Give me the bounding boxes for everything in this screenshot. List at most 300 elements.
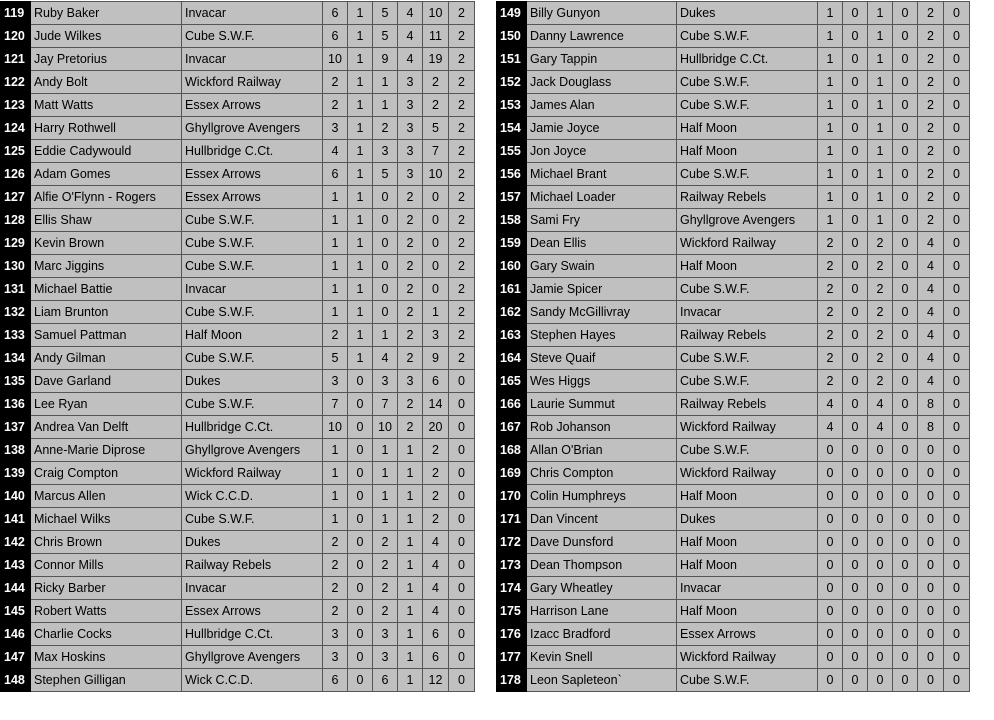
position-cell: 162 bbox=[497, 301, 527, 324]
stat-cell: 0 bbox=[893, 117, 918, 140]
player-name-cell: Rob Johanson bbox=[527, 416, 677, 439]
stat-cell: 0 bbox=[843, 485, 868, 508]
table-row bbox=[1, 301, 475, 324]
stat-cell: 2 bbox=[449, 301, 475, 324]
team-name-cell: Cube S.W.F. bbox=[182, 255, 323, 278]
stat-cell: 0 bbox=[843, 2, 868, 25]
stat-cell: 0 bbox=[373, 278, 398, 301]
stat-cell: 0 bbox=[944, 416, 970, 439]
player-name-cell: Kevin Brown bbox=[31, 232, 182, 255]
stat-cell: 1 bbox=[868, 117, 893, 140]
stat-cell: 3 bbox=[398, 370, 423, 393]
stat-cell: 0 bbox=[348, 554, 373, 577]
stat-cell: 2 bbox=[323, 531, 348, 554]
position-cell: 159 bbox=[497, 232, 527, 255]
stat-cell: 4 bbox=[423, 600, 449, 623]
table-row bbox=[497, 163, 970, 186]
position-cell: 148 bbox=[1, 669, 31, 692]
stat-cell: 2 bbox=[373, 600, 398, 623]
stat-cell: 0 bbox=[348, 669, 373, 692]
position-cell: 147 bbox=[1, 646, 31, 669]
table-row bbox=[1, 508, 475, 531]
position-cell: 177 bbox=[497, 646, 527, 669]
stat-cell: 0 bbox=[348, 462, 373, 485]
stat-cell: 0 bbox=[843, 94, 868, 117]
team-name-cell: Invacar bbox=[677, 577, 818, 600]
stat-cell: 0 bbox=[843, 531, 868, 554]
stat-cell: 6 bbox=[373, 669, 398, 692]
stat-cell: 0 bbox=[893, 232, 918, 255]
stat-cell: 3 bbox=[323, 370, 348, 393]
stat-cell: 6 bbox=[423, 370, 449, 393]
stat-cell: 1 bbox=[348, 255, 373, 278]
stat-cell: 0 bbox=[843, 140, 868, 163]
stat-cell: 2 bbox=[868, 232, 893, 255]
stat-cell: 2 bbox=[398, 209, 423, 232]
stat-cell: 1 bbox=[818, 163, 843, 186]
player-name-cell: Andrea Van Delft bbox=[31, 416, 182, 439]
stat-cell: 6 bbox=[423, 646, 449, 669]
stat-cell: 0 bbox=[843, 255, 868, 278]
stat-cell: 1 bbox=[398, 531, 423, 554]
team-name-cell: Wickford Railway bbox=[677, 462, 818, 485]
team-name-cell: Half Moon bbox=[677, 531, 818, 554]
stat-cell: 5 bbox=[423, 117, 449, 140]
stat-cell: 0 bbox=[348, 600, 373, 623]
stat-cell: 0 bbox=[818, 462, 843, 485]
team-name-cell: Hullbridge C.Ct. bbox=[182, 140, 323, 163]
table-row bbox=[497, 94, 970, 117]
team-name-cell: Hullbridge C.Ct. bbox=[182, 416, 323, 439]
stat-cell: 1 bbox=[818, 48, 843, 71]
team-name-cell: Invacar bbox=[182, 577, 323, 600]
position-cell: 171 bbox=[497, 508, 527, 531]
stat-cell: 0 bbox=[944, 209, 970, 232]
stat-cell: 0 bbox=[893, 669, 918, 692]
team-name-cell: Cube S.W.F. bbox=[677, 94, 818, 117]
stat-cell: 0 bbox=[944, 48, 970, 71]
position-cell: 137 bbox=[1, 416, 31, 439]
stat-cell: 1 bbox=[348, 2, 373, 25]
stat-cell: 0 bbox=[843, 416, 868, 439]
team-name-cell: Railway Rebels bbox=[677, 186, 818, 209]
stat-cell: 2 bbox=[449, 94, 475, 117]
table-row bbox=[497, 623, 970, 646]
stat-cell: 2 bbox=[449, 117, 475, 140]
stat-cell: 3 bbox=[373, 370, 398, 393]
stat-cell: 0 bbox=[818, 646, 843, 669]
team-name-cell: Railway Rebels bbox=[677, 324, 818, 347]
stat-cell: 0 bbox=[918, 646, 944, 669]
stat-cell: 4 bbox=[868, 416, 893, 439]
stat-cell: 0 bbox=[818, 439, 843, 462]
stat-cell: 0 bbox=[423, 186, 449, 209]
player-name-cell: Danny Lawrence bbox=[527, 25, 677, 48]
stat-cell: 0 bbox=[843, 646, 868, 669]
stat-cell: 2 bbox=[818, 347, 843, 370]
stat-cell: 1 bbox=[348, 48, 373, 71]
stat-cell: 0 bbox=[944, 117, 970, 140]
stat-cell: 0 bbox=[944, 324, 970, 347]
player-name-cell: Jon Joyce bbox=[527, 140, 677, 163]
stat-cell: 0 bbox=[818, 531, 843, 554]
stat-cell: 0 bbox=[893, 209, 918, 232]
stat-cell: 0 bbox=[944, 439, 970, 462]
stat-cell: 1 bbox=[323, 301, 348, 324]
team-name-cell: Railway Rebels bbox=[182, 554, 323, 577]
position-cell: 124 bbox=[1, 117, 31, 140]
team-name-cell: Half Moon bbox=[677, 600, 818, 623]
stat-cell: 4 bbox=[398, 25, 423, 48]
stat-cell: 1 bbox=[348, 301, 373, 324]
stat-cell: 0 bbox=[944, 462, 970, 485]
stat-cell: 2 bbox=[398, 324, 423, 347]
player-name-cell: Anne-Marie Diprose bbox=[31, 439, 182, 462]
stat-cell: 0 bbox=[944, 255, 970, 278]
stat-cell: 0 bbox=[893, 186, 918, 209]
position-cell: 121 bbox=[1, 48, 31, 71]
stat-cell: 4 bbox=[423, 554, 449, 577]
stat-cell: 2 bbox=[449, 255, 475, 278]
player-name-cell: Dean Ellis bbox=[527, 232, 677, 255]
player-name-cell: Chris Brown bbox=[31, 531, 182, 554]
table-row bbox=[497, 48, 970, 71]
stat-cell: 2 bbox=[449, 324, 475, 347]
stat-cell: 2 bbox=[398, 301, 423, 324]
stat-cell: 4 bbox=[918, 370, 944, 393]
stat-cell: 10 bbox=[373, 416, 398, 439]
position-cell: 176 bbox=[497, 623, 527, 646]
stat-cell: 2 bbox=[918, 71, 944, 94]
table-row bbox=[497, 646, 970, 669]
position-cell: 174 bbox=[497, 577, 527, 600]
stat-cell: 1 bbox=[398, 600, 423, 623]
team-name-cell: Ghyllgrove Avengers bbox=[182, 117, 323, 140]
team-name-cell: Essex Arrows bbox=[182, 163, 323, 186]
stat-cell: 6 bbox=[323, 2, 348, 25]
stat-cell: 6 bbox=[423, 623, 449, 646]
stat-cell: 1 bbox=[818, 71, 843, 94]
stat-cell: 2 bbox=[423, 485, 449, 508]
stat-cell: 1 bbox=[868, 2, 893, 25]
table-row bbox=[497, 186, 970, 209]
stat-cell: 1 bbox=[373, 485, 398, 508]
stat-cell: 1 bbox=[323, 186, 348, 209]
stat-cell: 0 bbox=[893, 416, 918, 439]
position-cell: 170 bbox=[497, 485, 527, 508]
position-cell: 129 bbox=[1, 232, 31, 255]
player-name-cell: Marc Jiggins bbox=[31, 255, 182, 278]
stat-cell: 0 bbox=[944, 140, 970, 163]
stat-cell: 6 bbox=[323, 25, 348, 48]
position-cell: 125 bbox=[1, 140, 31, 163]
team-name-cell: Essex Arrows bbox=[182, 186, 323, 209]
stat-cell: 5 bbox=[323, 347, 348, 370]
position-cell: 119 bbox=[1, 2, 31, 25]
stat-cell: 3 bbox=[373, 140, 398, 163]
stat-cell: 2 bbox=[868, 278, 893, 301]
stat-cell: 0 bbox=[348, 393, 373, 416]
team-name-cell: Half Moon bbox=[677, 255, 818, 278]
team-name-cell: Hullbridge C.Ct. bbox=[677, 48, 818, 71]
stat-cell: 1 bbox=[348, 186, 373, 209]
player-name-cell: Max Hoskins bbox=[31, 646, 182, 669]
stat-cell: 0 bbox=[818, 485, 843, 508]
player-name-cell: Gary Swain bbox=[527, 255, 677, 278]
team-name-cell: Wick C.C.D. bbox=[182, 485, 323, 508]
stat-cell: 0 bbox=[348, 623, 373, 646]
position-cell: 143 bbox=[1, 554, 31, 577]
table-row bbox=[1, 117, 475, 140]
table-row bbox=[497, 25, 970, 48]
stat-cell: 20 bbox=[423, 416, 449, 439]
player-name-cell: Leon Sapleteon` bbox=[527, 669, 677, 692]
standings-table-right bbox=[496, 1, 970, 692]
position-cell: 156 bbox=[497, 163, 527, 186]
stat-cell: 1 bbox=[868, 48, 893, 71]
player-name-cell: Izacc Bradford bbox=[527, 623, 677, 646]
position-cell: 150 bbox=[497, 25, 527, 48]
position-cell: 133 bbox=[1, 324, 31, 347]
stat-cell: 5 bbox=[373, 2, 398, 25]
stat-cell: 1 bbox=[818, 117, 843, 140]
stat-cell: 3 bbox=[323, 623, 348, 646]
stat-cell: 7 bbox=[373, 393, 398, 416]
team-name-cell: Cube S.W.F. bbox=[677, 347, 818, 370]
stat-cell: 0 bbox=[944, 508, 970, 531]
stat-cell: 0 bbox=[944, 623, 970, 646]
stat-cell: 1 bbox=[348, 94, 373, 117]
stat-cell: 1 bbox=[868, 25, 893, 48]
stat-cell: 1 bbox=[398, 439, 423, 462]
stat-cell: 2 bbox=[323, 600, 348, 623]
stat-cell: 2 bbox=[398, 347, 423, 370]
table-row bbox=[497, 232, 970, 255]
table-row bbox=[1, 232, 475, 255]
table-row bbox=[497, 370, 970, 393]
table-row bbox=[497, 416, 970, 439]
team-name-cell: Half Moon bbox=[182, 324, 323, 347]
stat-cell: 0 bbox=[944, 94, 970, 117]
table-row bbox=[1, 48, 475, 71]
team-name-cell: Hullbridge C.Ct. bbox=[182, 623, 323, 646]
team-name-cell: Cube S.W.F. bbox=[182, 393, 323, 416]
stat-cell: 0 bbox=[944, 25, 970, 48]
stat-cell: 2 bbox=[918, 2, 944, 25]
table-row bbox=[1, 186, 475, 209]
player-name-cell: Michael Loader bbox=[527, 186, 677, 209]
player-name-cell: Billy Gunyon bbox=[527, 2, 677, 25]
stat-cell: 3 bbox=[398, 140, 423, 163]
team-name-cell: Cube S.W.F. bbox=[677, 163, 818, 186]
stat-cell: 0 bbox=[918, 531, 944, 554]
position-cell: 151 bbox=[497, 48, 527, 71]
stat-cell: 0 bbox=[449, 370, 475, 393]
team-name-cell: Wickford Railway bbox=[677, 646, 818, 669]
player-name-cell: Laurie Summut bbox=[527, 393, 677, 416]
position-cell: 122 bbox=[1, 71, 31, 94]
stat-cell: 2 bbox=[423, 508, 449, 531]
stat-cell: 0 bbox=[868, 623, 893, 646]
stat-cell: 0 bbox=[843, 278, 868, 301]
stat-cell: 0 bbox=[944, 186, 970, 209]
player-name-cell: Ellis Shaw bbox=[31, 209, 182, 232]
stat-cell: 0 bbox=[893, 2, 918, 25]
player-name-cell: Michael Wilks bbox=[31, 508, 182, 531]
stat-cell: 4 bbox=[423, 531, 449, 554]
stat-cell: 0 bbox=[449, 669, 475, 692]
stat-cell: 0 bbox=[449, 485, 475, 508]
stat-cell: 6 bbox=[323, 669, 348, 692]
team-name-cell: Cube S.W.F. bbox=[677, 25, 818, 48]
stat-cell: 0 bbox=[843, 25, 868, 48]
stat-cell: 0 bbox=[373, 232, 398, 255]
stat-cell: 1 bbox=[818, 209, 843, 232]
stat-cell: 1 bbox=[373, 508, 398, 531]
table-row bbox=[1, 255, 475, 278]
stat-cell: 0 bbox=[818, 577, 843, 600]
player-name-cell: Kevin Snell bbox=[527, 646, 677, 669]
position-cell: 160 bbox=[497, 255, 527, 278]
stat-cell: 4 bbox=[373, 347, 398, 370]
stat-cell: 0 bbox=[868, 669, 893, 692]
player-name-cell: Matt Watts bbox=[31, 94, 182, 117]
table-row bbox=[497, 209, 970, 232]
stat-cell: 1 bbox=[373, 71, 398, 94]
stat-cell: 0 bbox=[843, 324, 868, 347]
standings-table-left bbox=[0, 1, 475, 692]
table-row bbox=[1, 485, 475, 508]
table-row bbox=[497, 347, 970, 370]
table-row bbox=[1, 324, 475, 347]
position-cell: 149 bbox=[497, 2, 527, 25]
stat-cell: 2 bbox=[373, 554, 398, 577]
position-cell: 140 bbox=[1, 485, 31, 508]
stat-cell: 2 bbox=[818, 232, 843, 255]
table-row bbox=[1, 71, 475, 94]
team-name-cell: Dukes bbox=[677, 508, 818, 531]
stat-cell: 3 bbox=[398, 94, 423, 117]
stat-cell: 0 bbox=[843, 462, 868, 485]
position-cell: 145 bbox=[1, 600, 31, 623]
stat-cell: 3 bbox=[323, 117, 348, 140]
stat-cell: 0 bbox=[818, 508, 843, 531]
stat-cell: 1 bbox=[348, 209, 373, 232]
stat-cell: 0 bbox=[868, 577, 893, 600]
stat-cell: 0 bbox=[944, 531, 970, 554]
stat-cell: 0 bbox=[944, 71, 970, 94]
stat-cell: 7 bbox=[423, 140, 449, 163]
stat-cell: 1 bbox=[398, 485, 423, 508]
stat-cell: 0 bbox=[348, 439, 373, 462]
player-name-cell: Alfie O'Flynn - Rogers bbox=[31, 186, 182, 209]
position-cell: 136 bbox=[1, 393, 31, 416]
team-name-cell: Cube S.W.F. bbox=[182, 209, 323, 232]
team-name-cell: Dukes bbox=[182, 531, 323, 554]
stat-cell: 2 bbox=[918, 117, 944, 140]
stat-cell: 0 bbox=[893, 508, 918, 531]
position-cell: 152 bbox=[497, 71, 527, 94]
stat-cell: 0 bbox=[843, 393, 868, 416]
stat-cell: 0 bbox=[843, 163, 868, 186]
stat-cell: 0 bbox=[348, 370, 373, 393]
position-cell: 167 bbox=[497, 416, 527, 439]
stat-cell: 2 bbox=[449, 140, 475, 163]
team-name-cell: Ghyllgrove Avengers bbox=[677, 209, 818, 232]
stat-cell: 2 bbox=[398, 278, 423, 301]
stat-cell: 3 bbox=[373, 623, 398, 646]
stat-cell: 0 bbox=[918, 623, 944, 646]
table-row bbox=[1, 531, 475, 554]
team-name-cell: Invacar bbox=[677, 301, 818, 324]
stat-cell: 0 bbox=[449, 416, 475, 439]
player-name-cell: Gary Wheatley bbox=[527, 577, 677, 600]
team-name-cell: Wickford Railway bbox=[182, 462, 323, 485]
table-row bbox=[1, 554, 475, 577]
stat-cell: 4 bbox=[398, 48, 423, 71]
stat-cell: 1 bbox=[348, 324, 373, 347]
player-name-cell: Connor Mills bbox=[31, 554, 182, 577]
team-name-cell: Cube S.W.F. bbox=[182, 301, 323, 324]
position-cell: 126 bbox=[1, 163, 31, 186]
stat-cell: 2 bbox=[868, 347, 893, 370]
table-row bbox=[1, 347, 475, 370]
stat-cell: 2 bbox=[449, 163, 475, 186]
stat-cell: 4 bbox=[818, 393, 843, 416]
stat-cell: 0 bbox=[893, 393, 918, 416]
player-name-cell: Allan O'Brian bbox=[527, 439, 677, 462]
position-cell: 169 bbox=[497, 462, 527, 485]
stat-cell: 0 bbox=[423, 255, 449, 278]
table-row bbox=[1, 140, 475, 163]
player-name-cell: Harrison Lane bbox=[527, 600, 677, 623]
table-row bbox=[1, 439, 475, 462]
stat-cell: 2 bbox=[373, 531, 398, 554]
player-name-cell: Gary Tappin bbox=[527, 48, 677, 71]
stat-cell: 0 bbox=[944, 646, 970, 669]
position-cell: 164 bbox=[497, 347, 527, 370]
position-cell: 173 bbox=[497, 554, 527, 577]
stat-cell: 0 bbox=[818, 600, 843, 623]
team-name-cell: Invacar bbox=[182, 48, 323, 71]
team-name-cell: Half Moon bbox=[677, 117, 818, 140]
stat-cell: 0 bbox=[918, 669, 944, 692]
stat-cell: 2 bbox=[373, 117, 398, 140]
stat-cell: 0 bbox=[348, 531, 373, 554]
position-cell: 134 bbox=[1, 347, 31, 370]
stat-cell: 1 bbox=[868, 186, 893, 209]
stat-cell: 2 bbox=[398, 255, 423, 278]
player-name-cell: Harry Rothwell bbox=[31, 117, 182, 140]
table-row bbox=[497, 439, 970, 462]
position-cell: 165 bbox=[497, 370, 527, 393]
player-name-cell: Robert Watts bbox=[31, 600, 182, 623]
stat-cell: 0 bbox=[944, 669, 970, 692]
player-name-cell: James Alan bbox=[527, 94, 677, 117]
stat-cell: 0 bbox=[449, 508, 475, 531]
stat-cell: 0 bbox=[449, 439, 475, 462]
stat-cell: 3 bbox=[323, 646, 348, 669]
stat-cell: 1 bbox=[818, 94, 843, 117]
stat-cell: 0 bbox=[893, 462, 918, 485]
player-name-cell: Jamie Joyce bbox=[527, 117, 677, 140]
stat-cell: 0 bbox=[944, 278, 970, 301]
table-row bbox=[1, 163, 475, 186]
stat-cell: 0 bbox=[843, 439, 868, 462]
stat-cell: 0 bbox=[893, 485, 918, 508]
stat-cell: 0 bbox=[868, 485, 893, 508]
player-name-cell: Stephen Gilligan bbox=[31, 669, 182, 692]
